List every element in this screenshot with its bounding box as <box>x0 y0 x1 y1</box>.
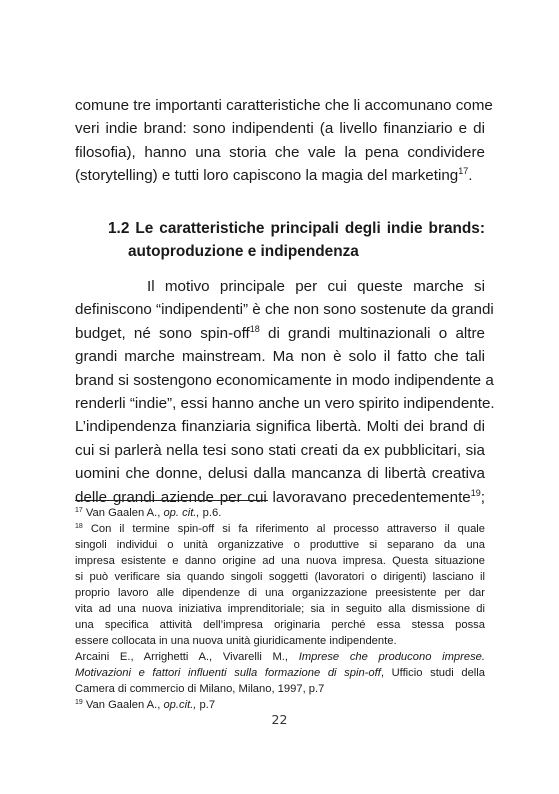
text-line <box>75 322 485 345</box>
text-line: definiscono “indipendenti” è che non sono sostenute da grandi <box>75 301 494 319</box>
heading-line-1: 1.2 Le caratteristiche principali degli indie brands: <box>108 220 485 237</box>
text-line <box>75 164 485 187</box>
footnote-18-line: vita ad una nuova iniziativa imprenditoriale; sia in seguito alla dismissione di <box>75 603 485 615</box>
text-line: grandi marche mainstream. Ma non è solo il fatto che tali <box>75 348 485 366</box>
footnote-number: 19 <box>75 699 83 706</box>
text-segment: ; <box>480 488 485 506</box>
text-line: cui si parlerà nella tesi sono stati creati da ex pubblicitari, sia <box>75 441 485 459</box>
citation-publisher: , Ufficio studi della <box>380 667 485 679</box>
footnote-18-line: impresa esistente e danno origine ad una nuova impresa. Questa situazione <box>75 555 485 567</box>
footnote-text: p.6. <box>199 507 222 519</box>
text-line: uomini che donne, delusi dalla mancanza di libertà creativa <box>75 465 485 483</box>
text-segment: (storytelling) e tutti loro capiscono la magia del marketing <box>75 167 459 185</box>
footnote-number: 18 <box>75 523 83 530</box>
footnote-ref-17: 17 <box>458 166 469 177</box>
footnote-18-line: si può verificare sia quando singoli soggetti (lavoratori o dirigenti) lasciano il <box>75 571 485 583</box>
text-line: veri indie brand: sono indipendenti (a livello finanziario e di <box>75 120 485 138</box>
footnote-text-italic: op. cit., <box>163 507 200 519</box>
footnote-18-line <box>75 521 485 537</box>
text-segment: . <box>468 167 473 185</box>
footnote-18-citation-line <box>75 649 485 665</box>
footnotes <box>75 505 485 713</box>
citation-title: Imprese che producono imprese. <box>298 651 486 663</box>
footnote-18-line: singoli individui o unità organizzative o produttive si separano da una <box>75 539 485 551</box>
footnote-18-line: essere collocata in una nuova unità giuridicamente indipendente. <box>75 635 397 647</box>
text-segment: budget, né sono spin-off <box>75 324 250 342</box>
text-line: Il motivo principale per cui queste marche si <box>147 278 485 295</box>
footnote-18-citation-line: Camera di commercio di Milano, Milano, 1997, p.7 <box>75 683 325 695</box>
text-segment: di grandi multinazionali o altre <box>259 324 485 342</box>
footnote-18-line: proprio lavoro alle dipendenze di una organizzazione preesistente per dar <box>75 587 485 599</box>
footnote-18-citation-line <box>75 665 485 681</box>
section-heading <box>108 218 485 263</box>
citation-title: Motivazioni e fattori influenti sulla formazione di spin-off <box>75 667 381 679</box>
text-line: filosofia), hanno una storia che vale la pena condividere <box>75 143 485 161</box>
citation-authors: Arcaini E., Arrighetti A., Vivarelli M., <box>75 651 299 663</box>
text-line: brand si sostengono economicamente in modo indipendente a <box>75 371 494 389</box>
footnote-text: Van Gaalen A., <box>82 507 164 519</box>
footnote-ref-19: 19 <box>470 487 481 498</box>
paragraph-main <box>75 275 495 509</box>
paragraph-continuation <box>75 94 493 188</box>
footnote-18-line: una specifica attività dell’impresa originaria perché essa stessa possa <box>75 619 485 631</box>
heading-line-2: autoproduzione e indipendenza <box>128 242 359 260</box>
text-line: comune tre importanti caratteristiche che li accomunano come <box>75 97 493 114</box>
footnote-number: 17 <box>75 507 83 514</box>
page-number: 22 <box>271 712 288 727</box>
footnote-19 <box>75 697 485 713</box>
footnote-17 <box>75 505 485 521</box>
text-line: renderli “indie”, essi hanno anche un vero spirito indipendente. <box>75 395 495 413</box>
footnote-ref-18: 18 <box>249 323 260 334</box>
footnote-separator <box>75 500 268 501</box>
footnote-text: Van Gaalen A., <box>82 699 164 711</box>
text-line: L’indipendenza finanziaria significa libertà. Molti dei brand di <box>75 418 485 436</box>
text-segment: delle grandi aziende per cui lavoravano precedentemente <box>75 488 471 506</box>
footnote-text-italic: op.cit., <box>163 699 197 711</box>
footnote-text: p.7 <box>196 699 216 711</box>
footnote-text: Con il termine spin-off si fa riferimento al processo attraverso il quale <box>82 523 485 535</box>
